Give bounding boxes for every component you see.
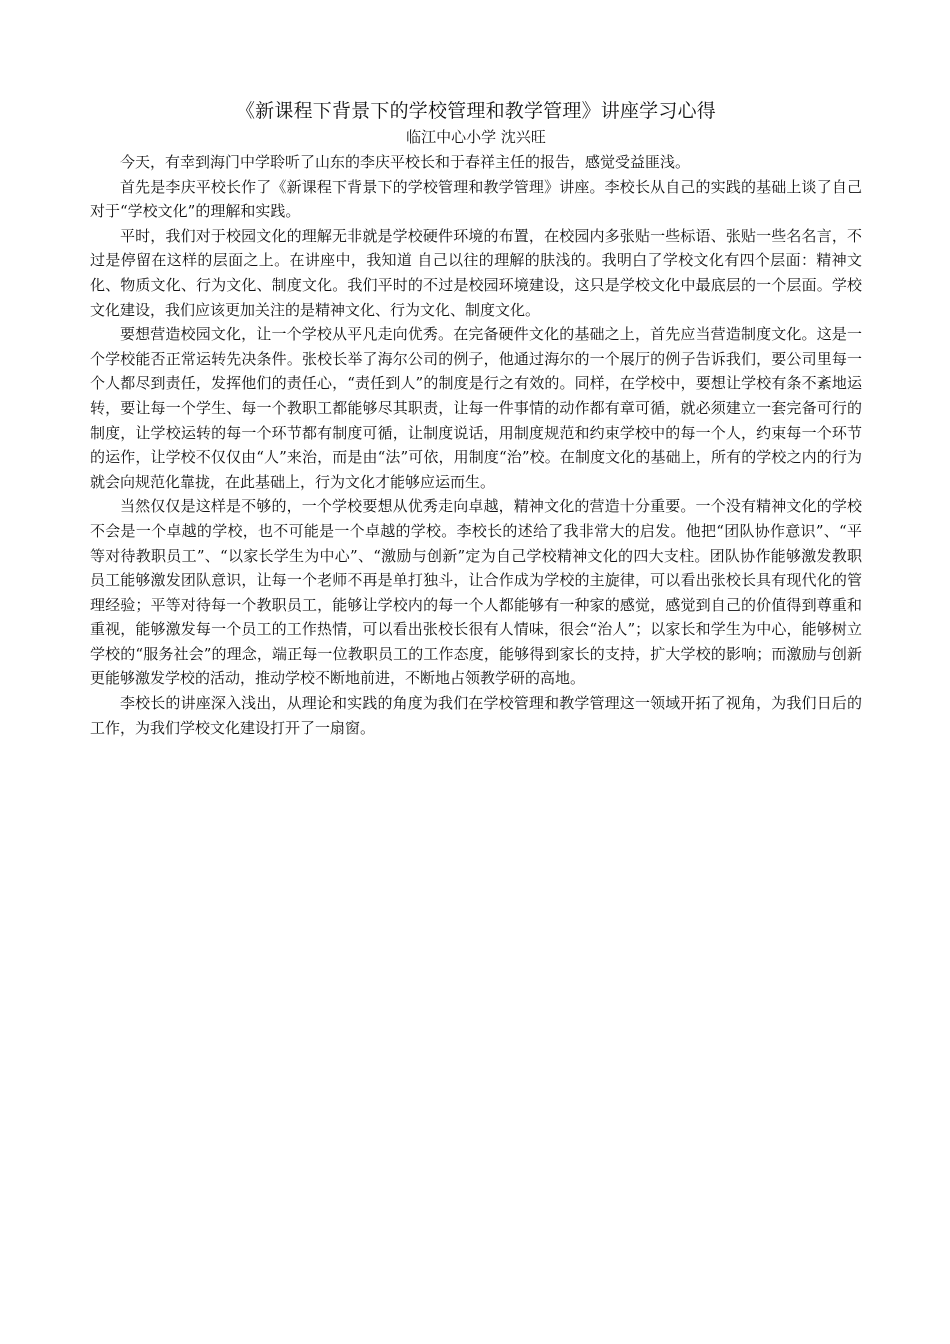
document-page [90, 96, 862, 740]
paragraph-2: 首先是李庆平校长作了《新课程下背景下的学校管理和教学管理》讲座。李校长从自己的实践的基础上谈了自己对于“学校文化”的理解和实践。 [90, 177, 862, 221]
paragraph-6: 李校长的讲座深入浅出，从理论和实践的角度为我们在学校管理和教学管理这一领域开拓了视角，为我们日后的工作，为我们学校文化建设打开了一扇窗。 [90, 694, 862, 737]
document-title: 《新课程下背景下的学校管理和教学管理》讲座学习心得 [235, 100, 716, 122]
paragraph-3: 平时，我们对于校园文化的理解无非就是学校硬件环境的布置，在校园内多张贴一些标语、张贴一些名名言，不过是停留在这样的层面之上。在讲座中，我知道 自己以往的理解的肤浅的。我明白了学校文化有四个层面：精神文化、物质文化、行为文化、制度文化。我们平时的不过是校园环境建设，这只是学校文化中最底层的一个层面。学校文化建设，我们应该更加关注的是精神文化、行为文化、制度文化。 [90, 226, 862, 319]
paragraph-5: 当然仅仅是这样是不够的，一个学校要想从优秀走向卓越，精神文化的营造十分重要。一个没有精神文化的学校不会是一个卓越的学校，也不可能是一个卓越的学校。李校长的述给了我非常大的启发。他把“团队协作意识”、“平等对待教职员工”、“以家长学生为中心”、“激励与创新”定为自己学校精神文化的四大支柱。团队协作能够激发教职员工能够激发团队意识，让每一个老师不再是单打独斗，让合作成为学校的主旋律，可以看出张校长具有现代化的管理经验；平等对待每一个教职员工，能够让学校内的每一个人都能够有一种家的感觉，感觉到自己的价值得到尊重和重视，能够激发每一个员工的工作热情，可以看出张校长很有人情味，很会“治人”；以家长和学生为中心，能够树立学校的“服务社会”的理念，端正每一位教职员工的工作态度，能够得到家长的支持，扩大学校的影响；而激励与创新更能够激发学校的活动，推动学校不断地前进，不断地占领教学研的高地。 [90, 497, 862, 688]
paragraph-4: 要想营造校园文化，让一个学校从平凡走向优秀。在完备硬件文化的基础之上，首先应当营造制度文化。这是一个学校能否正常运转先决条件。张校长举了海尔公司的例子，他通过海尔的一个展厅的例子告诉我们，要公司里每一个人都尽到责任，发挥他们的责任心，“责任到人”的制度是行之有效的。同样，在学校中，要想让学校有条不紊地运转，要让每一个学生、每一个教职工都能够尽其职责，让每一件事情的动作都有章可循，就必须建立一套完备可行的制度，让学校运转的每一个环节都有制度可循，让制度说话，用制度规范和约束学校中的每一个人，约束每一个环节的运作，让学校不仅仅由“人”来治，而是由“法”可依，用制度“治”校。在制度文化的基础上，所有的学校之内的行为就会向规范化靠拢，在此基础上，行为文化才能够应运而生。 [90, 325, 862, 491]
paragraph-1: 今天，有幸到海门中学聆听了山东的李庆平校长和于春祥主任的报告，感觉受益匪浅。 [120, 153, 691, 171]
document-author: 临江中心小学 沈兴旺 [406, 128, 546, 146]
